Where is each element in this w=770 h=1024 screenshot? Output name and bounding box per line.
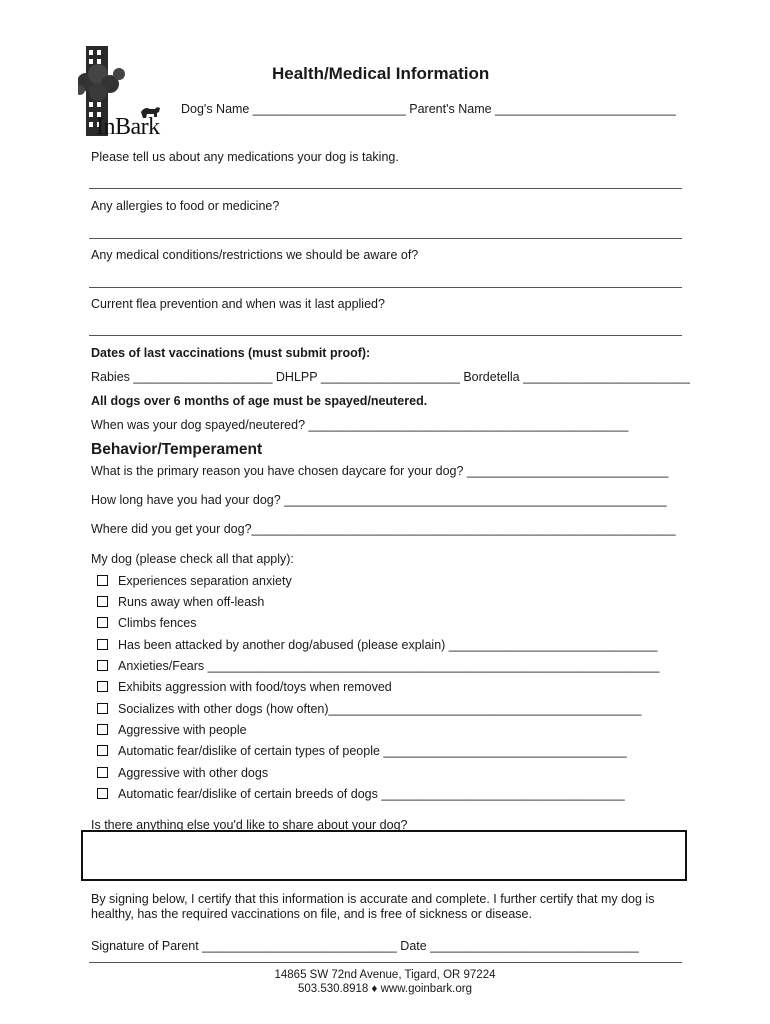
- vaccinations-heading: Dates of last vaccinations (must submit proof):: [91, 346, 371, 360]
- checkbox[interactable]: [97, 788, 108, 799]
- checkbox[interactable]: [97, 596, 108, 607]
- checkbox[interactable]: [97, 703, 108, 714]
- page-title: Health/Medical Information: [272, 64, 490, 83]
- checkbox-label: Exhibits aggression with food/toys when removed: [118, 680, 392, 694]
- checkbox[interactable]: [97, 639, 108, 650]
- vaccinations-fields[interactable]: Rabies ____________________ DHLPP ____________________ Bordetella ________________________: [91, 370, 690, 384]
- certify-line-2: healthy, has the required vaccinations on file, and is free of sickness or disease.: [91, 907, 532, 921]
- inbark-logo: [78, 44, 183, 140]
- allergies-answer-line[interactable]: [89, 238, 682, 239]
- footer-contact: 503.530.8918 ♦ www.goinbark.org: [297, 983, 472, 995]
- certify-line-1: By signing below, I certify that this information is accurate and complete. I further certify that my dog is: [91, 892, 655, 906]
- check-intro: My dog (please check all that apply):: [91, 552, 294, 566]
- flea-answer-line[interactable]: [89, 335, 682, 336]
- logo-text: InBark: [96, 114, 160, 140]
- conditions-question: Any medical conditions/restrictions we should be aware of?: [91, 248, 419, 262]
- checkbox[interactable]: [97, 617, 108, 628]
- signature-date-field[interactable]: Signature of Parent ____________________________ Date ______________________________: [91, 939, 639, 953]
- daycare-reason-field[interactable]: What is the primary reason you have chosen daycare for your dog? _____________________________: [91, 464, 669, 478]
- behavior-heading: Behavior/Temperament: [91, 441, 263, 458]
- footer-address: 14865 SW 72nd Avenue, Tigard, OR 97224: [274, 969, 496, 981]
- checkbox-label: Automatic fear/dislike of certain breeds of dogs ___________________________________: [118, 787, 625, 801]
- checkbox[interactable]: [97, 724, 108, 735]
- medications-question: Please tell us about any medications your dog is taking.: [91, 150, 399, 164]
- where-got-field[interactable]: Where did you get your dog?_____________________________________________________________: [91, 522, 676, 536]
- checkbox[interactable]: [97, 745, 108, 756]
- footer-divider: [89, 962, 682, 963]
- medications-answer-line[interactable]: [89, 188, 682, 189]
- checkbox[interactable]: [97, 767, 108, 778]
- checkbox-label: Experiences separation anxiety: [118, 574, 292, 588]
- checkbox-label: Runs away when off-leash: [118, 595, 265, 609]
- checkbox[interactable]: [97, 681, 108, 692]
- checkbox-label: Anxieties/Fears _________________________________________________________________: [118, 659, 660, 673]
- checkbox-label: Climbs fences: [118, 616, 197, 630]
- allergies-question: Any allergies to food or medicine?: [91, 199, 280, 213]
- conditions-answer-line[interactable]: [89, 287, 682, 288]
- anything-else-question: Is there anything else you'd like to share about your dog?: [91, 818, 408, 832]
- spay-question-field[interactable]: When was your dog spayed/neutered? ______________________________________________: [91, 418, 629, 432]
- flea-question: Current flea prevention and when was it last applied?: [91, 297, 385, 311]
- anything-else-textbox[interactable]: [81, 830, 687, 881]
- dogs-name-field[interactable]: Dog's Name ______________________ Parent's Name __________________________: [181, 102, 676, 116]
- checkbox-label: Socializes with other dogs (how often)_____________________________________________: [118, 702, 642, 716]
- spay-notice: All dogs over 6 months of age must be spayed/neutered.: [91, 394, 428, 408]
- how-long-field[interactable]: How long have you had your dog? _______________________________________________________: [91, 493, 667, 507]
- checkbox-label: Has been attacked by another dog/abused (please explain) ______________________________: [118, 638, 658, 652]
- checkbox-label: Automatic fear/dislike of certain types of people ___________________________________: [118, 744, 627, 758]
- checkbox-label: Aggressive with other dogs: [118, 766, 269, 780]
- checkbox-label: Aggressive with people: [118, 723, 247, 737]
- checkbox[interactable]: [97, 575, 108, 586]
- checkbox[interactable]: [97, 660, 108, 671]
